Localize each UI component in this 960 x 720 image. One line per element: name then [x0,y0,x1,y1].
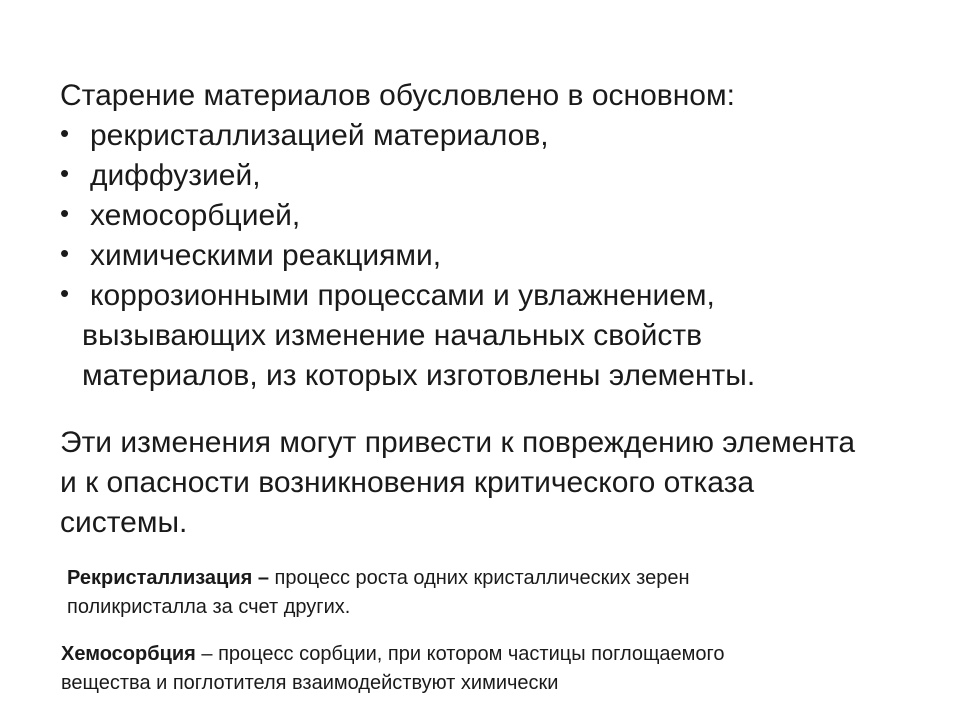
definition-text: процесс роста одних кристаллических зерен [268,567,690,589]
continuation-line: вызывающих изменение начальных свойств [82,319,703,352]
consequence-line: Эти изменения могут привести к повреждению элемента [60,426,856,459]
definition-recrystallization [67,564,927,622]
definition-line: вещества и поглотителя взаимодействуют химически [61,672,559,694]
definition-line: поликристалла за счет других. [67,596,351,618]
cause-text: рекристаллизацией материалов, [90,119,549,152]
intro-text: Старение материалов обусловлено в основном: [60,79,735,112]
cause-item [60,236,940,276]
bullet-icon: • [60,158,70,188]
consequence-line: и к опасности возникновения критического отказа [60,466,755,499]
causes-list [60,116,940,316]
cause-text: коррозионными процессами и увлажнением, [90,279,715,312]
definition-line [67,564,927,593]
bullet-icon: • [60,198,70,228]
cause-text: хемосорбцией, [90,199,301,232]
bullet-icon: • [60,278,70,308]
definition-term: Хемосорбция [61,643,196,665]
cause-item [60,196,940,236]
cause-item [60,116,940,156]
cause-text: диффузией, [90,159,261,192]
definition-term: Рекристаллизация – [67,567,269,589]
continuation-line: материалов, из которых изготовлены элементы. [82,359,756,392]
definition-chemosorption [61,640,921,698]
cause-item [60,156,940,196]
cause-text: химическими реакциями, [90,239,442,272]
definition-line [61,640,921,669]
main-text-block [60,76,940,396]
cause-item [60,276,940,316]
consequence-line: системы. [60,506,188,539]
bullet-icon: • [60,118,70,148]
definition-text: – процесс сорбции, при котором частицы поглощаемого [195,643,725,665]
consequence-paragraph [60,423,940,543]
bullet-icon: • [60,238,70,268]
